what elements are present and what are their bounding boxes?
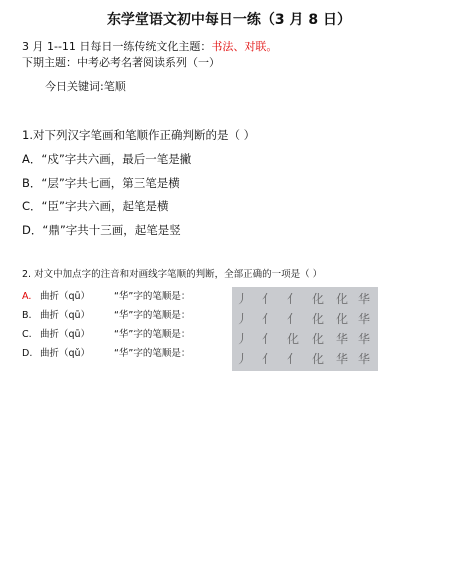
stroke-step: 亻 (262, 312, 275, 326)
keyword-line: 今日关键词:笔顺 (45, 80, 126, 93)
theme-prefix: 3 月 1--11 日每日一练传统文化主题： (22, 40, 212, 53)
stroke-step: 华 (358, 312, 371, 326)
q2-option-letter: D. (22, 348, 33, 359)
stroke-step: 丿 (236, 352, 249, 366)
q2-option-pinyin: 曲折（qǔ） (40, 348, 91, 359)
q2-option-pinyin: 曲折（qū） (40, 291, 91, 302)
stroke-step: 化 (312, 352, 325, 366)
stroke-step: 亻 (287, 292, 300, 306)
stroke-step: 丿 (236, 292, 249, 306)
q2-stem: 2. 对文中加点字的注音和对画线字笔顺的判断，全部正确的一项是（ ） (22, 269, 323, 280)
q2-option-letter: B. (22, 310, 32, 321)
stroke-step: 化 (336, 312, 349, 326)
q2-option-b (22, 307, 190, 321)
q2-option-letter: A. (22, 291, 32, 302)
q2-option-letter: C. (22, 329, 32, 340)
stroke-step: 化 (312, 312, 325, 326)
theme-line (22, 38, 277, 54)
q2-option-d (22, 345, 190, 359)
q1-option-d: D．“鼎”字共十三画，起笔是竖 (22, 223, 181, 237)
theme-highlight: 书法、对联。 (211, 40, 278, 53)
q2-option-a (22, 288, 190, 302)
stroke-step: 丿 (236, 332, 249, 346)
stroke-step: 化 (312, 332, 325, 346)
stroke-step: 华 (336, 352, 349, 366)
q2-option-pinyin: 曲折（qū） (40, 310, 91, 321)
stroke-step: 华 (358, 332, 371, 346)
stroke-step: 亻 (262, 332, 275, 346)
q1-option-a: A．“戍”字共六画，最后一笔是撇 (22, 152, 192, 166)
q2-option-text: “华”字的笔顺是： (114, 310, 191, 321)
stroke-step: 亻 (287, 312, 300, 326)
stroke-step: 亻 (262, 352, 275, 366)
q1-option-b: B．“层”字共七画，第三笔是横 (22, 176, 180, 190)
stroke-step: 丿 (236, 312, 249, 326)
stroke-step: 华 (358, 292, 371, 306)
stroke-step: 化 (336, 292, 349, 306)
q2-option-pinyin: 曲折（qū） (40, 329, 91, 340)
stroke-step: 华 (358, 352, 371, 366)
q1-option-c: C．“臣”字共六画，起笔是横 (22, 199, 169, 213)
q2-option-c (22, 326, 190, 340)
stroke-step: 华 (336, 332, 349, 346)
stroke-step: 化 (287, 332, 300, 346)
page-title: 东学堂语文初中每日一练（3 月 8 日） (106, 12, 352, 28)
q2-option-text: “华”字的笔顺是： (114, 348, 191, 359)
stroke-step: 亻 (287, 352, 300, 366)
stroke-step: 化 (312, 292, 325, 306)
q2-option-text: “华”字的笔顺是： (114, 291, 191, 302)
next-theme-line: 下期主题：中考必考名著阅读系列（一） (22, 56, 220, 69)
q2-option-text: “华”字的笔顺是： (114, 329, 191, 340)
stroke-step: 亻 (262, 292, 275, 306)
stroke-order-image (232, 287, 378, 371)
q1-stem: 1.对下列汉字笔画和笔顺作正确判断的是（ ） (22, 128, 256, 142)
